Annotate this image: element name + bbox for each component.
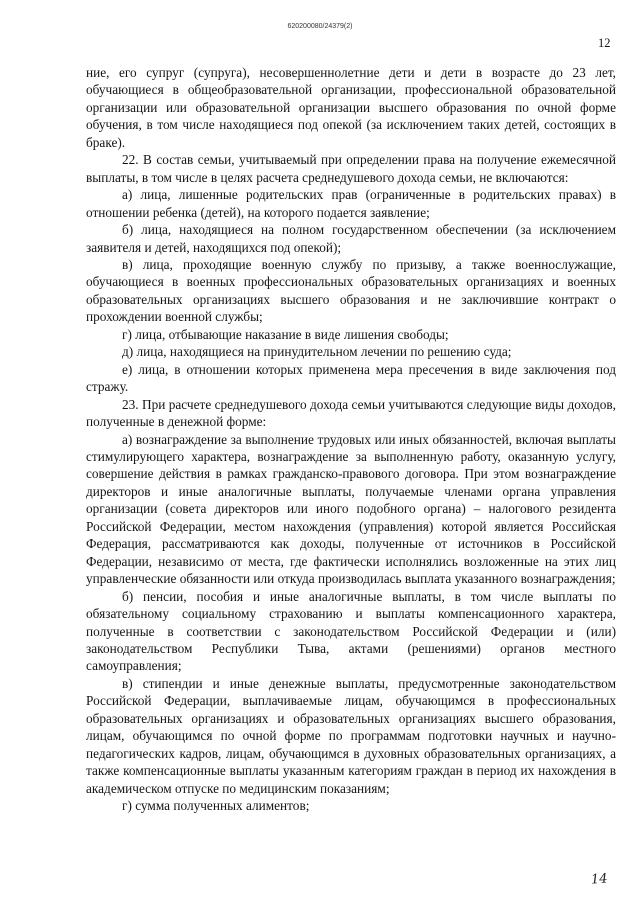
item-23-g: г) сумма полученных алиментов; [122, 798, 310, 814]
item-23-a: а) вознаграждение за выполнение трудовых или иных обязанностей, включая выплаты стимулирующего характера, вознаграждение за выполненную работу, оказанную услугу, совершение действия в рамках гражданско-правового договора. При этом вознаграждение директоров и иные аналогичные выплаты, получаемые членами органа управления организации (совета директоров или иного подобного органа) – налогового резидента Российской Федерации, местом нахождения (управления) которой является Российская Федерация, рассматриваются как доходы, полученные от источников в Российской Федерации, независимо от места, где фактически исполнялись возложенные на этих лиц управленческие обязанности или откуда производилась выплата указанного вознаграждения; [86, 431, 616, 587]
paragraph-23: 23. При расчете среднедушевого дохода семьи учитываются следующие виды доходов, полученные в денежной форме: [86, 396, 616, 430]
item-22-d: д) лица, находящиеся на принудительном лечении по решению суда; [122, 344, 512, 360]
item-23-b: б) пенсии, пособия и иные аналогичные выплаты, в том числе выплаты по обязательному социальному страхованию и выплаты компенсационного характера, полученные в соответствии с законодательством Российской Федерации и (или) законодательством Республики Тыва, актами (решениями) органов местного самоуправления; [86, 588, 616, 674]
item-23-v: в) стипендии и иные денежные выплаты, предусмотренные законодательством Российской Федерации, выплачиваемые лицам, обучающимся в профессиональных образовательных организациях и образовательных организациях высшего образования, лицам, обучающимся по очной форме по программам подготовки научных и научно-педагогических кадров, лицам, обучающимся в духовных образовательных организациях, а также компенсационные выплаты указанным категориям граждан в период их нахождения в академическом отпуске по медицинским показаниям; [86, 675, 616, 796]
item-22-e: е) лица, в отношении которых применена мера пресечения в виде заключения под стражу. [86, 361, 616, 395]
document-id: 620200080/24379(2) [287, 23, 353, 30]
item-22-a: а) лица, лишенные родительских прав (ограниченные в родительских правах) в отношении ребенка (детей), на которого подается заявление; [86, 187, 616, 220]
document-body [86, 64, 616, 814]
item-22-v: в) лица, проходящие военную службу по призыву, а также военнослужащие, обучающиеся в военных профессиональных образовательных организациях и военных образовательных организациях высшего образования и не заключившие контракт о прохождении военной службы; [86, 256, 616, 325]
handwritten-page-mark: 14 [590, 871, 609, 888]
paragraph-22: 22. В состав семьи, учитываемый при определении права на получение ежемесячной выплаты, в том числе в целях расчета среднедушевого дохода семьи, не включаются: [86, 152, 616, 185]
paragraph-continuation: ние, его супруг (супруга), несовершеннолетние дети и дети в возрасте до 23 лет, обучающиеся в общеобразовательной организации, профессиональной образовательной организации или образовательной организации высшего образования по очной форме обучения, в том числе находящиеся под опекой (за исключением таких детей, состоящих в браке). [86, 65, 616, 150]
item-22-g: г) лица, отбывающие наказание в виде лишения свободы; [122, 326, 449, 342]
item-22-b: б) лица, находящиеся на полном государственном обеспечении (за исключением заявителя и детей, находящихся под опекой); [86, 222, 616, 255]
page-number: 12 [598, 36, 611, 50]
